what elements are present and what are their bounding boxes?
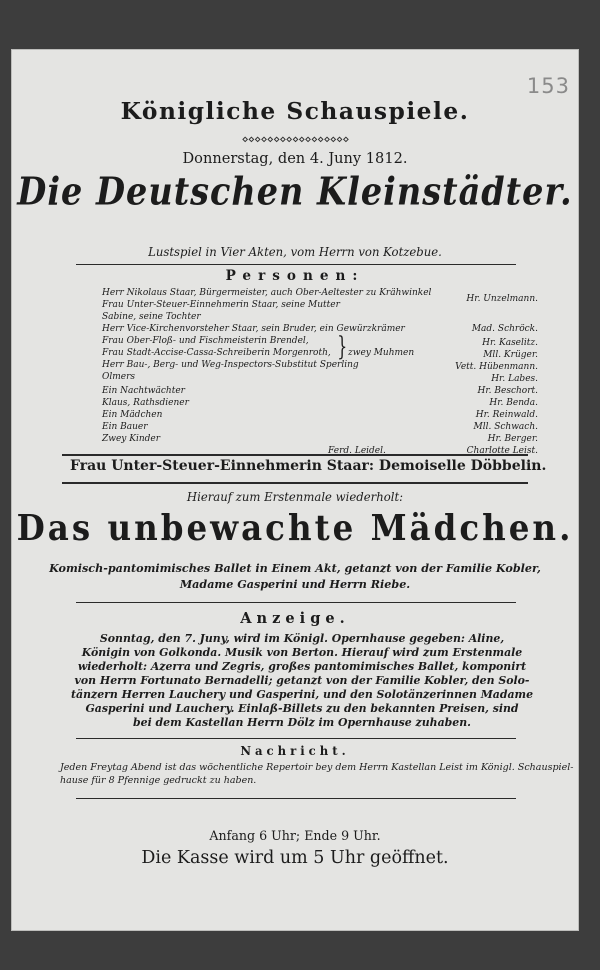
notice-line: bei dem Kastellan Herrn Dölz im Opernhause zuhaben.: [133, 716, 471, 729]
cast-role: Herr Bau-, Berg- und Weg-Inspectors-Substitut Sperling: [102, 360, 359, 370]
cast-role: Ein Nachtwächter: [102, 386, 185, 396]
message-heading: Nachricht.: [240, 744, 350, 758]
notice-line: Sonntag, den 7. Juny, wird im Königl. Opernhause gegeben: Aline,: [99, 632, 505, 645]
divider-rule: [76, 798, 516, 799]
cast-role: Ferd. Leidel.: [328, 446, 386, 456]
cast-role: Frau Unter-Steuer-Einnehmerin Staar, seine Mutter: [102, 300, 340, 310]
ballet-subtitle-line: Madame Gasperini und Herrn Riebe.: [179, 578, 411, 591]
notice-line: Königin von Golkonda. Musik von Berton. Hierauf wird zum Erstenmale: [81, 646, 523, 659]
cast-role: Klaus, Rathsdiener: [102, 398, 189, 408]
divider-rule: [62, 482, 528, 484]
cast-role: Frau Ober-Floß- und Fischmeisterin Brendel,: [102, 336, 309, 346]
divider-rule: [76, 738, 516, 739]
notice-heading: Anzeige.: [240, 610, 350, 627]
ballet-subtitle-line: Komisch-pantomimisches Ballet in Einem Akt, getanzt von der Familie Kobler,: [49, 562, 541, 575]
notice-line: Gasperini und Lauchery. Einlaß-Billets zu den bekannten Preisen, sind: [85, 702, 519, 715]
ornament-divider: ⋄⋄⋄⋄⋄⋄⋄⋄⋄⋄⋄⋄⋄⋄⋄⋄⋄: [241, 132, 349, 146]
message-line: Jeden Freytag Abend ist das wöchentliche Repertoir bey dem Herrn Kastellan Leist im Königl. Schauspiel-: [60, 762, 574, 773]
play-subtitle: Lustspiel in Vier Akten, vom Herrn von Kotzebue.: [148, 245, 442, 259]
cast-actor: Hr. Reinwald.: [475, 410, 538, 420]
lead-actress-line: Frau Unter-Steuer-Einnehmerin Staar: Demoiselle Döbbelin.: [70, 458, 547, 474]
cast-role: Zwey Kinder: [102, 434, 161, 444]
notice-line: von Herrn Fortunato Bernadelli; getanzt von der Familie Kobler, den Solo-: [74, 674, 530, 687]
notice-line: wiederholt: Azerra und Zegris, großes pantomimisches Ballet, komponirt: [77, 660, 527, 673]
archive-stamp-number: 153: [526, 74, 570, 98]
notice-line: tänzern Herren Lauchery und Gasperini, und den Solotänzerinnen Madame: [70, 688, 534, 701]
cast-actor: Hr. Unzelmann.: [466, 294, 538, 304]
divider-rule: [76, 264, 516, 265]
cast-role: Ein Mädchen: [102, 410, 163, 420]
cast-role: Herr Vice-Kirchenvorsteher Staar, sein Bruder, ein Gewürzkrämer: [102, 324, 405, 334]
brace-mark: }: [337, 332, 348, 362]
cast-role: Sabine, seine Tochter: [102, 312, 201, 322]
playbill-sheet: [12, 50, 578, 930]
cast-actor: Vett. Hübenmann.: [455, 362, 538, 372]
next-note: Hierauf zum Erstenmale wiederholt:: [186, 490, 404, 504]
performance-date: Donnerstag, den 4. Juny 1812.: [182, 150, 408, 167]
cast-actor: Mll. Schwach.: [473, 422, 538, 432]
cast-actor: Charlotte Leist.: [466, 446, 538, 456]
cast-actor: Hr. Kaselitz.: [482, 338, 538, 348]
cast-actor: Hr. Beschort.: [477, 386, 538, 396]
box-office-line: Die Kasse wird um 5 Uhr geöffnet.: [141, 848, 449, 868]
cast-role: Ein Bauer: [102, 422, 148, 432]
ballet-title: Das unbewachte Mädchen.: [16, 506, 574, 549]
cast-role: Frau Stadt-Accise-Cassa-Schreiberin Morgenroth,: [102, 348, 331, 358]
cast-actor: Hr. Benda.: [489, 398, 538, 408]
divider-rule: [76, 602, 516, 603]
play-title: Die Deutschen Kleinstädter.: [17, 169, 573, 214]
cast-heading: Personen:: [225, 268, 365, 284]
brace-note: zwey Muhmen: [348, 348, 415, 358]
cast-actor: Mad. Schröck.: [471, 324, 538, 334]
cast-role: Herr Nikolaus Staar, Bürgermeister, auch Ober-Aeltester zu Krähwinkel: [102, 288, 432, 298]
cast-actor: Hr. Berger.: [487, 434, 538, 444]
cast-actor: Hr. Labes.: [491, 374, 538, 384]
message-line: hause für 8 Pfennige gedruckt zu haben.: [60, 775, 257, 786]
venue-heading: Königliche Schauspiele.: [120, 98, 470, 125]
cast-actor: Mll. Krüger.: [483, 350, 538, 360]
divider-rule: [62, 454, 528, 456]
start-end-times: Anfang 6 Uhr; Ende 9 Uhr.: [209, 828, 381, 843]
cast-role: Olmers: [102, 372, 136, 382]
